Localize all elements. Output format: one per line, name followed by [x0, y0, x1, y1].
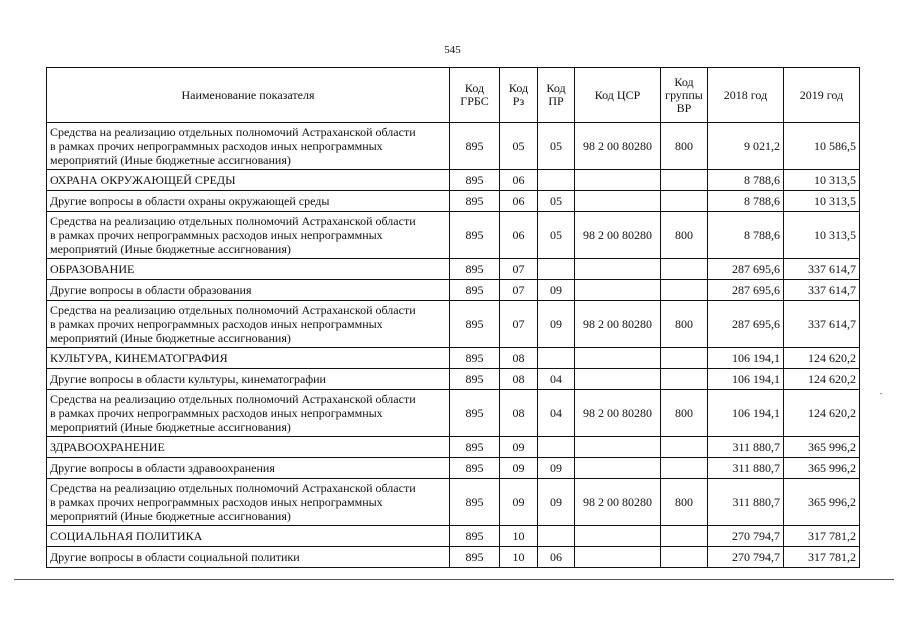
cell-vr: [661, 437, 708, 458]
cell-pr: 09: [538, 280, 575, 301]
cell-csr: 98 2 00 80280: [575, 301, 661, 348]
cell-pr: 05: [538, 191, 575, 212]
table-row: [47, 390, 860, 437]
header-name: Наименование показателя: [47, 68, 450, 123]
header-2018: 2018 год: [708, 68, 784, 123]
cell-name: ОХРАНА ОКРУЖАЮЩЕЙ СРЕДЫ: [47, 170, 450, 191]
cell-name: Средства на реализацию отдельных полномочий Астраханской области в рамках прочих непрограммных расходов иных непрограммных мероприятий (Иные бюджетные ассигнования): [47, 479, 450, 526]
table-row: [47, 170, 860, 191]
cell-rz: 09: [500, 479, 538, 526]
cell-grbs: 895: [450, 191, 500, 212]
cell-2019: 10 586,5: [784, 123, 860, 170]
cell-rz: 08: [500, 390, 538, 437]
cell-csr: 98 2 00 80280: [575, 212, 661, 259]
cell-name: Средства на реализацию отдельных полномочий Астраханской области в рамках прочих непрограммных расходов иных непрограммных мероприятий (Иные бюджетные ассигнования): [47, 212, 450, 259]
cell-pr: 09: [538, 458, 575, 479]
cell-name: Другие вопросы в области культуры, кинематографии: [47, 369, 450, 390]
header-row: [47, 68, 860, 123]
header-pr: Код ПР: [538, 68, 575, 123]
cell-2019: 337 614,7: [784, 259, 860, 280]
cell-2019: 124 620,2: [784, 369, 860, 390]
cell-grbs: 895: [450, 212, 500, 259]
cell-rz: 06: [500, 191, 538, 212]
header-csr: Код ЦСР: [575, 68, 661, 123]
cell-name: Средства на реализацию отдельных полномочий Астраханской области в рамках прочих непрограммных расходов иных непрограммных мероприятий (Иные бюджетные ассигнования): [47, 123, 450, 170]
table-row: [47, 191, 860, 212]
cell-name: ЗДРАВООХРАНЕНИЕ: [47, 437, 450, 458]
table-row: [47, 212, 860, 259]
cell-grbs: 895: [450, 259, 500, 280]
cell-2018: 287 695,6: [708, 280, 784, 301]
table-row: [47, 123, 860, 170]
cell-pr: [538, 526, 575, 547]
cell-csr: [575, 280, 661, 301]
cell-2018: 311 880,7: [708, 479, 784, 526]
table-row: [47, 348, 860, 369]
cell-csr: [575, 191, 661, 212]
cell-grbs: 895: [450, 301, 500, 348]
cell-grbs: 895: [450, 437, 500, 458]
header-vr: Код группы ВР: [661, 68, 708, 123]
cell-pr: 09: [538, 301, 575, 348]
cell-2019: 317 781,2: [784, 526, 860, 547]
cell-csr: [575, 170, 661, 191]
cell-2019: 365 996,2: [784, 458, 860, 479]
cell-grbs: 895: [450, 458, 500, 479]
cell-rz: 06: [500, 170, 538, 191]
cell-name: Другие вопросы в области здравоохранения: [47, 458, 450, 479]
cell-2018: 311 880,7: [708, 437, 784, 458]
cell-2018: 270 794,7: [708, 547, 784, 568]
cell-vr: 800: [661, 479, 708, 526]
cell-rz: 08: [500, 369, 538, 390]
cell-name: Другие вопросы в области социальной политики: [47, 547, 450, 568]
table-row: [47, 458, 860, 479]
table-row: [47, 547, 860, 568]
cell-grbs: 895: [450, 369, 500, 390]
table-row: [47, 301, 860, 348]
scan-artifact-mark: [880, 393, 882, 395]
cell-2019: 124 620,2: [784, 390, 860, 437]
cell-2019: 337 614,7: [784, 301, 860, 348]
cell-pr: 05: [538, 212, 575, 259]
cell-2019: 10 313,5: [784, 170, 860, 191]
cell-rz: 07: [500, 259, 538, 280]
cell-2019: 10 313,5: [784, 191, 860, 212]
cell-2019: 317 781,2: [784, 547, 860, 568]
table-row: [47, 526, 860, 547]
cell-vr: [661, 170, 708, 191]
cell-csr: [575, 259, 661, 280]
cell-grbs: 895: [450, 526, 500, 547]
cell-csr: [575, 526, 661, 547]
cell-2018: 270 794,7: [708, 526, 784, 547]
header-rz: Код Рз: [500, 68, 538, 123]
cell-grbs: 895: [450, 123, 500, 170]
cell-csr: [575, 458, 661, 479]
header-grbs: Код ГРБС: [450, 68, 500, 123]
cell-vr: 800: [661, 390, 708, 437]
cell-vr: 800: [661, 301, 708, 348]
cell-grbs: 895: [450, 390, 500, 437]
cell-rz: 06: [500, 212, 538, 259]
cell-2019: 365 996,2: [784, 437, 860, 458]
cell-2019: 124 620,2: [784, 348, 860, 369]
cell-2018: 106 194,1: [708, 390, 784, 437]
cell-grbs: 895: [450, 348, 500, 369]
cell-vr: [661, 348, 708, 369]
cell-pr: [538, 259, 575, 280]
cell-vr: [661, 458, 708, 479]
cell-2018: 8 788,6: [708, 212, 784, 259]
cell-vr: [661, 280, 708, 301]
cell-vr: [661, 191, 708, 212]
cell-2018: 8 788,6: [708, 170, 784, 191]
cell-2018: 106 194,1: [708, 348, 784, 369]
page-number: 545: [444, 44, 461, 56]
cell-rz: 08: [500, 348, 538, 369]
cell-rz: 10: [500, 547, 538, 568]
cell-vr: 800: [661, 123, 708, 170]
cell-csr: 98 2 00 80280: [575, 123, 661, 170]
cell-vr: [661, 259, 708, 280]
cell-name: Другие вопросы в области образования: [47, 280, 450, 301]
cell-2018: 9 021,2: [708, 123, 784, 170]
cell-csr: 98 2 00 80280: [575, 390, 661, 437]
cell-rz: 09: [500, 458, 538, 479]
cell-csr: [575, 547, 661, 568]
table-row: [47, 437, 860, 458]
cell-rz: 05: [500, 123, 538, 170]
cell-pr: 05: [538, 123, 575, 170]
cell-pr: 04: [538, 390, 575, 437]
cell-csr: [575, 369, 661, 390]
cell-2018: 106 194,1: [708, 369, 784, 390]
cell-grbs: 895: [450, 170, 500, 191]
cell-grbs: 895: [450, 547, 500, 568]
cell-name: Средства на реализацию отдельных полномочий Астраханской области в рамках прочих непрограммных расходов иных непрограммных мероприятий (Иные бюджетные ассигнования): [47, 390, 450, 437]
cell-2019: 337 614,7: [784, 280, 860, 301]
cell-pr: 04: [538, 369, 575, 390]
cell-csr: [575, 348, 661, 369]
cell-2018: 287 695,6: [708, 259, 784, 280]
cell-name: ОБРАЗОВАНИЕ: [47, 259, 450, 280]
cell-csr: [575, 437, 661, 458]
cell-2018: 311 880,7: [708, 458, 784, 479]
cell-2019: 10 313,5: [784, 212, 860, 259]
cell-2018: 287 695,6: [708, 301, 784, 348]
cell-rz: 10: [500, 526, 538, 547]
cell-2018: 8 788,6: [708, 191, 784, 212]
cell-grbs: 895: [450, 479, 500, 526]
table-row: [47, 479, 860, 526]
cell-rz: 09: [500, 437, 538, 458]
cell-pr: 06: [538, 547, 575, 568]
cell-2019: 365 996,2: [784, 479, 860, 526]
cell-rz: 07: [500, 301, 538, 348]
cell-name: СОЦИАЛЬНАЯ ПОЛИТИКА: [47, 526, 450, 547]
cell-pr: 09: [538, 479, 575, 526]
cell-vr: [661, 547, 708, 568]
cell-csr: 98 2 00 80280: [575, 479, 661, 526]
budget-table: [46, 67, 860, 568]
cell-name: КУЛЬТУРА, КИНЕМАТОГРАФИЯ: [47, 348, 450, 369]
cell-vr: [661, 526, 708, 547]
cell-vr: [661, 369, 708, 390]
cell-pr: [538, 170, 575, 191]
cell-pr: [538, 348, 575, 369]
cell-name: Средства на реализацию отдельных полномочий Астраханской области в рамках прочих непрограммных расходов иных непрограммных мероприятий (Иные бюджетные ассигнования): [47, 301, 450, 348]
scan-artifact-line: [14, 579, 894, 580]
cell-vr: 800: [661, 212, 708, 259]
cell-grbs: 895: [450, 280, 500, 301]
table-row: [47, 259, 860, 280]
cell-name: Другие вопросы в области охраны окружающей среды: [47, 191, 450, 212]
table-row: [47, 280, 860, 301]
table-row: [47, 369, 860, 390]
cell-pr: [538, 437, 575, 458]
header-2019: 2019 год: [784, 68, 860, 123]
cell-rz: 07: [500, 280, 538, 301]
